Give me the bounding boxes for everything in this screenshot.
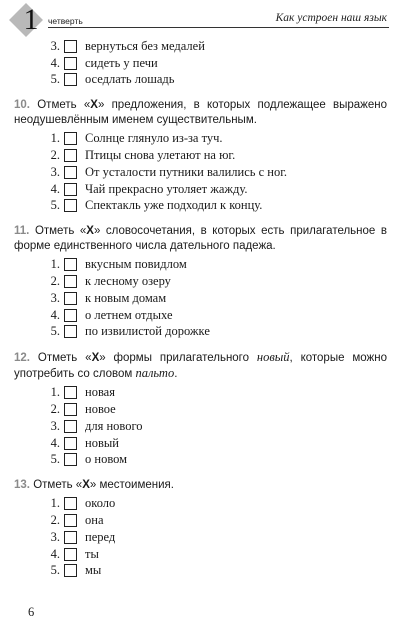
option-text: Спектакль уже подходил к концу. — [85, 198, 263, 213]
option-item — [0, 384, 407, 401]
cross-mark-icon: X — [90, 99, 98, 112]
answer-checkbox[interactable] — [64, 325, 77, 338]
task-instruction — [14, 224, 387, 254]
answer-checkbox[interactable] — [64, 292, 77, 305]
task-number: 12. — [14, 352, 30, 365]
cross-mark-icon: X — [82, 479, 90, 492]
instruction-text: Отметь « — [33, 479, 83, 492]
option-number: 4. — [50, 307, 60, 322]
option-number: 4. — [50, 435, 60, 450]
option-item — [0, 290, 407, 307]
option-text: новый — [85, 435, 119, 450]
option-number: 4. — [50, 181, 60, 196]
answer-checkbox[interactable] — [64, 564, 77, 577]
task-12 — [0, 350, 407, 468]
instruction-text: Отметь « — [37, 352, 92, 365]
answer-checkbox[interactable] — [64, 548, 77, 561]
answer-checkbox[interactable] — [64, 275, 77, 288]
answer-checkbox[interactable] — [64, 132, 77, 145]
option-item — [0, 55, 407, 72]
option-text: вернуться без медалей — [85, 38, 205, 53]
option-item — [0, 130, 407, 147]
options-list — [0, 495, 407, 579]
answer-checkbox[interactable] — [64, 386, 77, 399]
instruction-text: , которые можно употребить со словом — [14, 352, 387, 381]
answer-checkbox[interactable] — [64, 183, 77, 196]
option-text: От усталости путники валились с ног. — [85, 164, 288, 179]
option-item — [0, 529, 407, 546]
option-number: 4. — [50, 546, 60, 561]
option-text: к новым домам — [85, 290, 167, 305]
option-item — [0, 273, 407, 290]
option-number: 1. — [50, 257, 60, 272]
option-item — [0, 563, 407, 580]
answer-checkbox[interactable] — [64, 403, 77, 416]
task-13 — [0, 478, 407, 579]
answer-checkbox[interactable] — [64, 453, 77, 466]
answer-checkbox[interactable] — [64, 420, 77, 433]
instruction-text: » местоимения. — [89, 479, 174, 492]
options-list — [0, 130, 407, 214]
option-item — [0, 147, 407, 164]
options-list — [0, 384, 407, 468]
options-list — [0, 256, 407, 340]
task-9-tail — [0, 38, 407, 88]
option-text: Птицы снова улетают на юг. — [85, 148, 236, 163]
task-11 — [0, 224, 407, 340]
option-number: 4. — [50, 55, 60, 70]
option-text: ты — [85, 546, 99, 561]
task-10 — [0, 98, 407, 214]
option-number: 5. — [50, 72, 60, 87]
option-number: 3. — [50, 529, 60, 544]
page-content — [0, 38, 407, 585]
task-number: 10. — [14, 99, 30, 112]
italic-word: пальто — [135, 366, 175, 381]
cross-mark-icon: X — [91, 352, 100, 365]
option-number: 1. — [50, 131, 60, 146]
option-text: сидеть у печи — [85, 55, 158, 70]
option-item — [0, 181, 407, 198]
option-item — [0, 72, 407, 89]
instruction-text: » формы прилагательного — [99, 352, 257, 365]
option-number: 5. — [50, 324, 60, 339]
option-text: мы — [85, 563, 102, 578]
option-item — [0, 435, 407, 452]
option-item — [0, 38, 407, 55]
option-number: 2. — [50, 274, 60, 289]
instruction-text: Отметь « — [37, 99, 91, 112]
option-item — [0, 256, 407, 273]
option-number: 1. — [50, 385, 60, 400]
option-text: вкусным повидлом — [85, 257, 187, 272]
answer-checkbox[interactable] — [64, 309, 77, 322]
page-header — [0, 0, 407, 36]
option-text: новая — [85, 385, 115, 400]
instruction-text: . — [174, 368, 178, 381]
running-title: Как устроен наш язык — [275, 12, 387, 24]
answer-checkbox[interactable] — [64, 531, 77, 544]
option-item — [0, 452, 407, 469]
task-instruction — [14, 98, 387, 128]
answer-checkbox[interactable] — [64, 497, 77, 510]
task-instruction — [14, 478, 387, 493]
option-number: 2. — [50, 513, 60, 528]
answer-checkbox[interactable] — [64, 166, 77, 179]
task-instruction — [14, 350, 387, 382]
option-number: 3. — [50, 418, 60, 433]
option-text: новое — [85, 402, 116, 417]
option-item — [0, 418, 407, 435]
answer-checkbox[interactable] — [64, 258, 77, 271]
option-text: около — [85, 496, 116, 511]
option-number: 3. — [50, 290, 60, 305]
option-text: для нового — [85, 418, 143, 433]
option-text: оседлать лошадь — [85, 72, 175, 87]
option-text: она — [85, 513, 104, 528]
option-item — [0, 307, 407, 324]
answer-checkbox[interactable] — [64, 514, 77, 527]
quarter-number: 1 — [23, 3, 39, 36]
cross-mark-icon: X — [86, 225, 94, 238]
option-item — [0, 512, 407, 529]
answer-checkbox[interactable] — [64, 40, 77, 53]
answer-checkbox[interactable] — [64, 73, 77, 86]
option-item — [0, 401, 407, 418]
option-text: о новом — [85, 452, 128, 467]
options-list — [0, 38, 407, 88]
task-number: 13. — [14, 479, 30, 492]
option-item — [0, 546, 407, 563]
answer-checkbox[interactable] — [64, 149, 77, 162]
answer-checkbox[interactable] — [64, 437, 77, 450]
option-item — [0, 324, 407, 341]
header-rule — [48, 27, 389, 28]
instruction-text: Отметь « — [34, 225, 87, 238]
answer-checkbox[interactable] — [64, 199, 77, 212]
option-number: 1. — [50, 496, 60, 511]
option-text: перед — [85, 529, 116, 544]
option-number: 2. — [50, 148, 60, 163]
quarter-label: четверть — [48, 16, 83, 26]
answer-checkbox[interactable] — [64, 57, 77, 70]
option-text: к лесному озеру — [85, 274, 171, 289]
instruction-text: » предложения, в которых подлежащее выражено неодушевлённым именем существительным. — [14, 99, 387, 127]
instruction-text: » словосочетания, в которых есть прилагательное в форме единственного числа дательного падежа. — [14, 225, 387, 253]
option-number: 5. — [50, 563, 60, 578]
option-number: 3. — [50, 164, 60, 179]
option-number: 3. — [50, 38, 60, 53]
option-item — [0, 164, 407, 181]
page-number: 6 — [28, 605, 35, 619]
option-text: по извилистой дорожке — [85, 324, 210, 339]
option-item — [0, 198, 407, 215]
option-number: 2. — [50, 402, 60, 417]
option-item — [0, 495, 407, 512]
task-number: 11. — [14, 225, 30, 238]
option-number: 5. — [50, 452, 60, 467]
option-text: о летнем отдыхе — [85, 307, 173, 322]
option-text: Солнце глянуло из-за туч. — [85, 131, 223, 146]
italic-word: новый — [256, 350, 290, 365]
option-number: 5. — [50, 198, 60, 213]
option-text: Чай прекрасно утоляет жажду. — [85, 181, 248, 196]
